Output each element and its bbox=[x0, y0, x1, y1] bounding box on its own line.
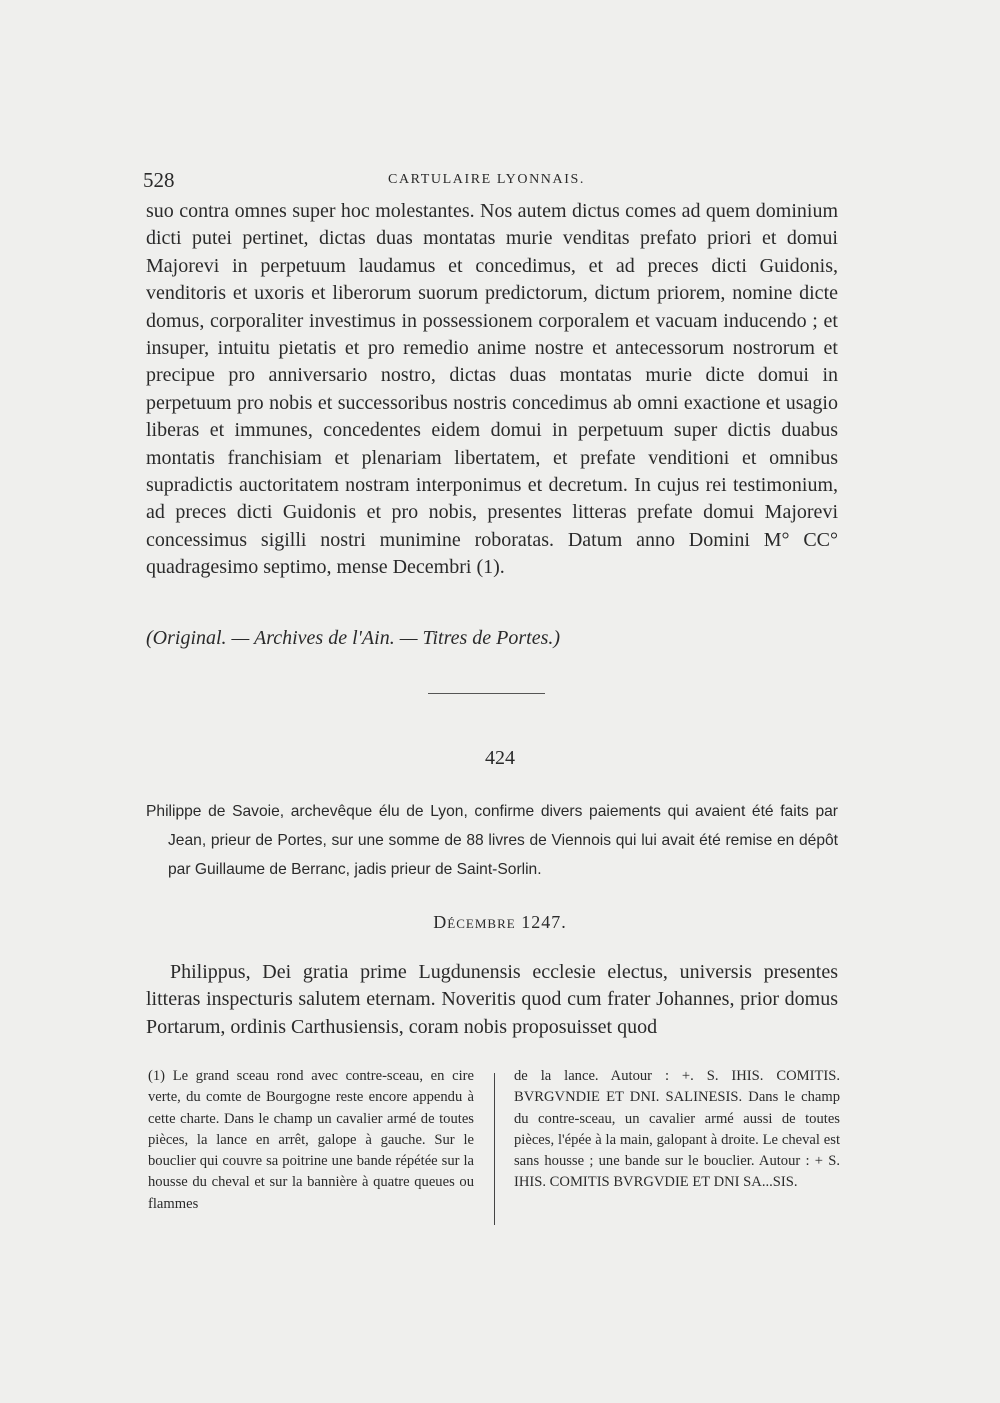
running-title: CARTULAIRE LYONNAIS. bbox=[388, 172, 585, 187]
footnote-right-column: de la lance. Autour : +. S. IHIS. COMITIS. BVRGVNDIE ET DNI. SALINESIS. Dans le champ du contre-sceau, un cavalier armé aussi de toutes pièces, l'épée à la main, galopant à droite. Le cheval est sans housse ; une bande sur le bouclier. Autour : + S. IHIS. COMITIS BVRGVDIE ET DNI SA...SIS. bbox=[514, 1068, 840, 1191]
body-paragraph-continued bbox=[146, 198, 838, 582]
section-divider bbox=[428, 693, 545, 694]
page-number: 528 bbox=[143, 168, 175, 192]
running-head bbox=[143, 168, 840, 192]
charter-date-month: Décembre bbox=[433, 912, 516, 932]
charter-summary: Philippe de Savoie, archevêque élu de Lyon, confirme divers paiements qui avaient été faits par Jean, prieur de Portes, sur une somme de 88 livres de Viennois qui lui avait été remise en dépôt par Guillaume de Berranc, jadis prieur de Saint-Sorlin. bbox=[146, 803, 838, 878]
charter-number: 424 bbox=[485, 747, 515, 769]
source-note: (Original. — Archives de l'Ain. — Titres de Portes.) bbox=[146, 627, 561, 649]
charter-date bbox=[0, 912, 1000, 933]
charter-date-year: 1247. bbox=[521, 912, 567, 932]
footnote-column-rule bbox=[494, 1073, 495, 1225]
paragraph-text: suo contra omnes super hoc molestantes. Nos autem dictus comes ad quem dominium dicti putei pertinet, dictas duas montatas murie venditas prefato priori et domui Majorevi in perpetuum laudamus et concedimus, et ad preces dicti Guidonis, venditoris et uxoris et liberorum suorum predictorum, dictum priorem, nomine dicte domus, corporaliter investimus in possessionem corporalem et vacuam inducendo ; et insuper, intuitu pietatis et pro remedio anime nostre et antecessorum nostrorum et precipue pro anniversario nostro, dictas duas montatas murie dicte domui in perpetuum pro nobis et successoribus nostris concedimus ab omni exactione et usagio liberas et immunes, concedentes eidem domui in perpetuum super dictis duabus montatis franchisiam et plenariam libertatem, et prefate venditioni et omnibus supradictis auctoritatem nostram interponimus et decretum. In cujus rei testimonium, ad preces dicti Guidonis et pro nobis, presentes litteras prefate domui Majorevi concessimus sigilli nostri munimine roboratas. Datum anno Domini M° CC° quadragesimo septimo, mense Decembri (1). bbox=[146, 200, 838, 579]
paragraph-text: Philippus, Dei gratia prime Lugdunensis ecclesie electus, universis presentes litteras inspecturis salutem eternam. Noveritis quod cum frater Johannes, prior domus Portarum, ordinis Carthusiensis, coram nobis proposuisset quod bbox=[146, 961, 838, 1038]
charter-text bbox=[146, 959, 838, 1041]
footnote-left-column: (1) Le grand sceau rond avec contre-sceau, en cire verte, du comte de Bourgogne reste encore appendu à cette charte. Dans le champ un cavalier armé de toutes pièces, la lance en arrêt, galope à gauche. Sur le bouclier qui couvre sa poitrine une bande répétée sur la housse du cheval et sur la bannière à quatre queues ou flammes bbox=[148, 1068, 474, 1212]
